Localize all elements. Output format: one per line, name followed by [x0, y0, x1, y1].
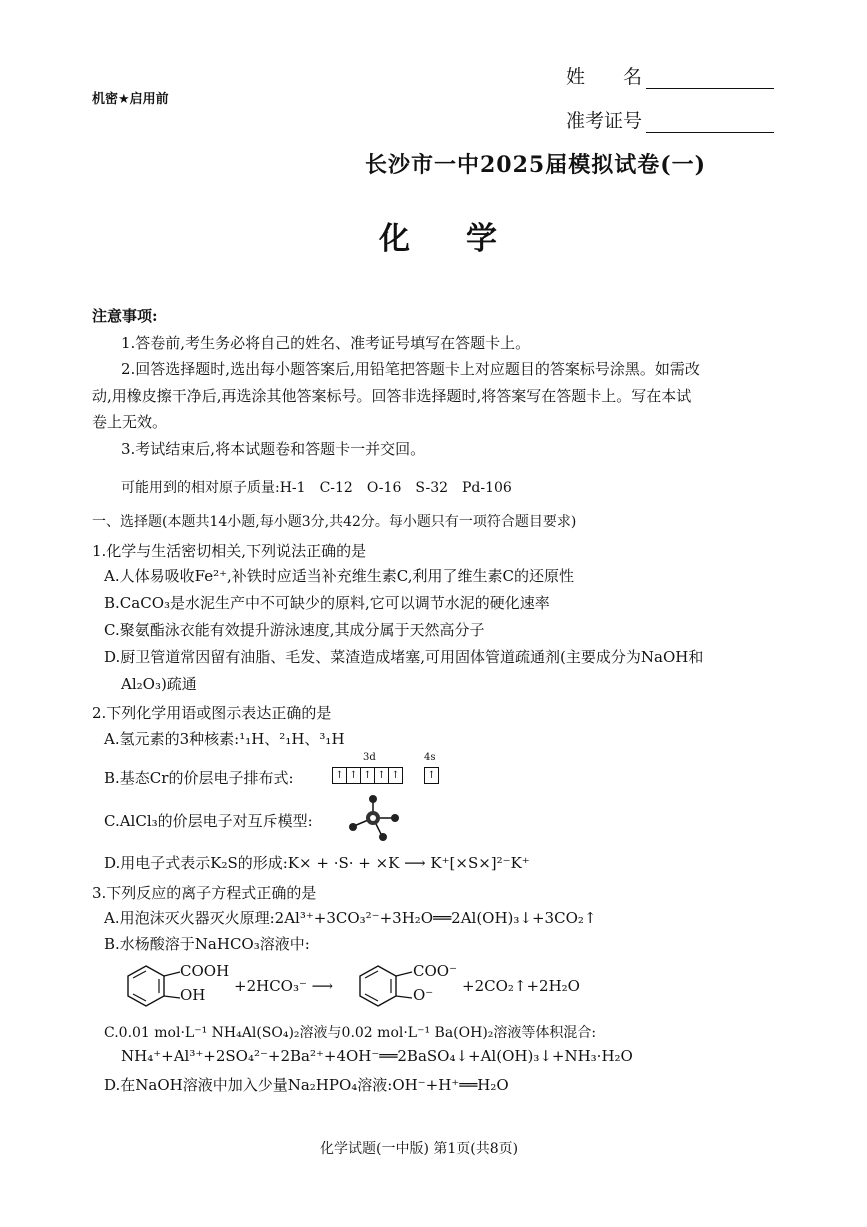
notes-heading: 注意事项: [92, 307, 158, 325]
exam-number-field [566, 106, 774, 133]
page-footer: 化学试题(一中版) 第1页(共8页) [320, 1141, 519, 1157]
name-blank [646, 70, 774, 89]
coo-group: COO⁻ [413, 962, 457, 980]
q3-b-eq-middle: +2HCO₃⁻ ⟶ [234, 977, 334, 995]
salicylate-ring [356, 962, 416, 1010]
q3-option-d: D.在NaOH溶液中加入少量Na₂HPO₄溶液:OH⁻+H⁺══H₂O [104, 1076, 509, 1094]
q2-option-a: A.氢元素的3种核素:¹₁H、²₁H、³₁H [104, 730, 345, 748]
note-1: 1.答卷前,考生务必将自己的姓名、准考证号填写在答题卡上。 [121, 334, 531, 352]
confidential-mark: 机密★启用前 [92, 92, 169, 107]
q1-option-b: B.CaCO₃是水泥生产中不可缺少的原料,它可以调节水泥的硬化速率 [104, 594, 550, 612]
orbital-4s-label: 4s [424, 752, 436, 763]
q1-option-a: A.人体易吸收Fe²⁺,补铁时应适当补充维生素C,利用了维生素C的还原性 [104, 567, 574, 585]
q2-option-c: C.AlCl₃的价层电子对互斥模型: [104, 812, 313, 830]
q1-option-c: C.聚氨酯泳衣能有效提升游泳速度,其成分属于天然高分子 [104, 621, 485, 639]
orbital-box: ↑ [374, 767, 389, 784]
orbital-box: ↑ [332, 767, 347, 784]
exam-number-label: 准考证号 [566, 110, 643, 132]
cooh-group: COOH [180, 962, 230, 980]
q1-stem: 1.化学与生活密切相关,下列说法正确的是 [92, 542, 367, 560]
exam-number-blank [646, 114, 774, 133]
oh-group: OH [180, 986, 206, 1004]
q3-option-b: B.水杨酸溶于NaHCO₃溶液中: [104, 935, 310, 953]
note-2-line-3: 卷上无效。 [92, 413, 168, 431]
atomic-masses: 可能用到的相对原子质量:H-1 C-12 O-16 S-32 Pd-106 [121, 480, 512, 496]
q1-option-d-line-2: Al₂O₃)疏通 [121, 675, 197, 693]
orbital-box: ↑ [388, 767, 403, 784]
q2-option-d: D.用电子式表示K₂S的形成:K× + ·S· + ×K ⟶ K⁺[×S×]²⁻K⁺ [104, 854, 530, 872]
orbital-box: ↑ [346, 767, 361, 784]
note-3: 3.考试结束后,将本试题卷和答题卡一并交回。 [121, 440, 426, 458]
q3-option-a: A.用泡沫灭火器灭火原理:2Al³⁺+3CO₃²⁻+3H₂O══2Al(OH)₃↓+3CO₂↑ [104, 909, 597, 927]
q3-option-c-line-2: NH₄⁺+Al³⁺+2SO₄²⁻+2Ba²⁺+4OH⁻══2BaSO₄↓+Al(OH)₃↓+NH₃·H₂O [121, 1047, 633, 1065]
q3-b-eq-end: +2CO₂↑+2H₂O [462, 977, 580, 995]
subject-title: 化学 [379, 221, 553, 257]
q2-stem: 2.下列化学用语或图示表达正确的是 [92, 704, 332, 722]
orbital-box: ↑ [360, 767, 375, 784]
orbital-box: ↑ [424, 767, 439, 784]
name-field [566, 62, 774, 89]
note-2-line-1: 2.回答选择题时,选出每小题答案后,用铅笔把答题卡上对应题目的答案标号涂黑。如需改 [121, 360, 700, 378]
q2-option-b: B.基态Cr的价层电子排布式: [104, 769, 294, 787]
q1-option-d-line-1: D.厨卫管道常因留有油脂、毛发、菜渣造成堵塞,可用固体管道疏通剂(主要成分为NaOH和 [104, 648, 704, 666]
note-2-line-2: 动,用橡皮擦干净后,再选涂其他答案标号。回答非选择题时,将答案写在答题卡上。写在本试 [92, 387, 692, 405]
name-label: 姓 名 [566, 66, 643, 88]
orbital-diagram-3d [332, 765, 402, 784]
q3-option-c-line-1: C.0.01 mol·L⁻¹ NH₄Al(SO₄)₂溶液与0.02 mol·L⁻¹ Ba(OH)₂溶液等体积混合: [104, 1025, 597, 1041]
vsepr-model-image [340, 792, 406, 844]
exam-title: 长沙市一中2025届模拟试卷(一) [365, 152, 707, 178]
orbital-diagram-4s [424, 765, 438, 784]
q3-stem: 3.下列反应的离子方程式正确的是 [92, 884, 317, 902]
orbital-3d-label: 3d [363, 752, 376, 763]
section-1-heading: 一、选择题(本题共14小题,每小题3分,共42分。每小题只有一项符合题目要求) [92, 514, 577, 530]
salicylic-acid-ring [124, 962, 184, 1010]
o-minus-group: O⁻ [413, 986, 434, 1004]
